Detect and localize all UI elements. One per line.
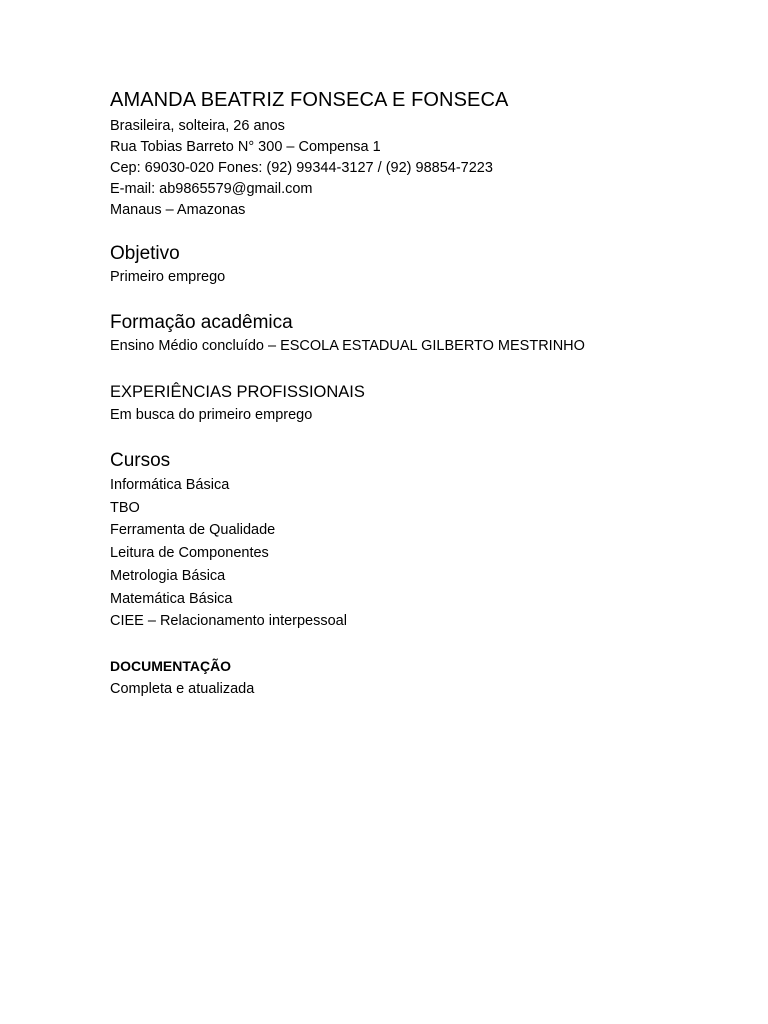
list-item: Ferramenta de Qualidade bbox=[110, 522, 276, 539]
experiencias-section bbox=[110, 379, 768, 426]
cursos-section bbox=[110, 448, 768, 633]
address-line: Rua Tobias Barreto N° 300 – Compensa 1 bbox=[110, 139, 381, 155]
objetivo-title: Objetivo bbox=[110, 243, 180, 264]
documentacao-title: DOCUMENTAÇÃO bbox=[110, 657, 232, 674]
formacao-section bbox=[110, 310, 768, 357]
list-item: Informática Básica bbox=[110, 477, 230, 493]
list-item: Metrologia Básica bbox=[110, 567, 226, 584]
objetivo-section bbox=[110, 241, 768, 288]
experiencias-text: Em busca do primeiro emprego bbox=[110, 407, 313, 423]
experiencias-title: EXPERIÊNCIAS PROFISSIONAIS bbox=[110, 383, 365, 401]
list-item: CIEE – Relacionamento interpessoal bbox=[110, 613, 347, 630]
cursos-list bbox=[110, 474, 768, 633]
formacao-title: Formação acadêmica bbox=[110, 312, 293, 333]
city-line: Manaus – Amazonas bbox=[110, 202, 246, 218]
objetivo-text: Primeiro emprego bbox=[110, 269, 226, 285]
cep-phones-line: Cep: 69030-020 Fones: (92) 99344-3127 / (92) 98854-7223 bbox=[110, 160, 493, 176]
list-item: TBO bbox=[110, 499, 140, 516]
formacao-text: Ensino Médio concluído – ESCOLA ESTADUAL GILBERTO MESTRINHO bbox=[110, 338, 585, 354]
list-item: Matemática Básica bbox=[110, 590, 233, 607]
cursos-title: Cursos bbox=[110, 450, 171, 471]
list-item: Leitura de Componentes bbox=[110, 545, 269, 562]
documentacao-section bbox=[110, 653, 768, 700]
email-line: E-mail: ab9865579@gmail.com bbox=[110, 181, 313, 197]
personal-info-line: Brasileira, solteira, 26 anos bbox=[110, 118, 285, 134]
candidate-name: AMANDA BEATRIZ FONSECA E FONSECA bbox=[110, 89, 509, 111]
header-block bbox=[110, 86, 768, 221]
documentacao-text: Completa e atualizada bbox=[110, 680, 255, 697]
